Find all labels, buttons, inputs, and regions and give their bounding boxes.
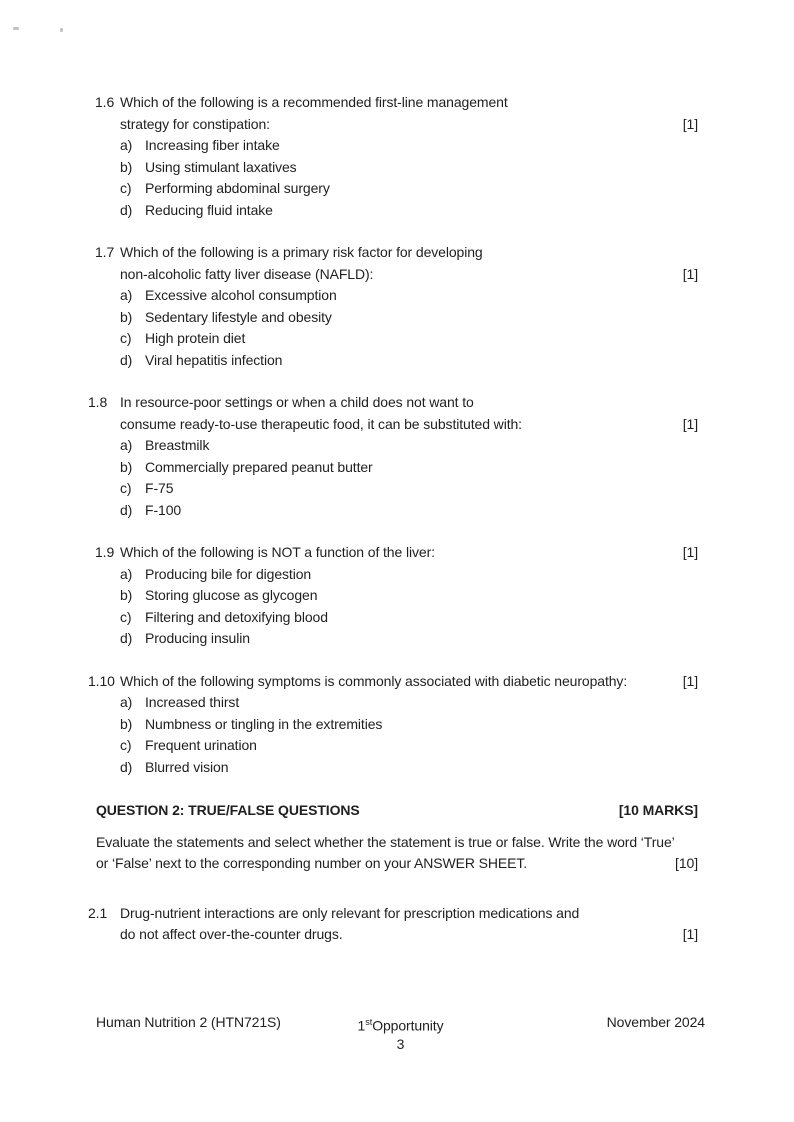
question-1-10 [88,671,698,779]
section-heading-row [96,800,698,822]
option-b [120,457,698,479]
footer-opportunity-number: 1 [357,1017,366,1034]
question-text: strategy for constipation: [120,115,270,132]
question-line [120,924,698,946]
option-letter: b) [120,715,133,732]
option-text: Excessive alcohol consumption [145,287,337,303]
option-letter: d) [120,201,133,218]
section-instructions [96,832,698,875]
question-line [88,903,698,925]
option-letter: c) [120,330,132,346]
option-text: Storing glucose as glycogen [145,587,318,603]
option-a [120,435,698,457]
question-2-section [88,800,698,946]
question-line [88,542,698,564]
question-text: Which of the following symptoms is commonly associated with diabetic neuropathy: [120,672,628,689]
option-c [120,478,698,500]
option-letter: b) [120,458,133,475]
section-heading: QUESTION 2: TRUE/FALSE QUESTIONS [96,802,360,818]
option-c [120,735,698,757]
option-b [120,307,698,329]
option-letter: d) [120,758,133,775]
option-letter: c) [120,608,132,625]
footer-date: November 2024 [606,1014,705,1030]
option-letter: a) [120,437,133,453]
option-b [120,157,698,179]
page-number: 3 [396,1035,405,1052]
question-1-7 [88,242,698,371]
question-text: Which of the following is NOT a function of the liver: [120,544,435,560]
option-c [120,607,698,629]
footer-opportunity-word: Opportunity [372,1017,444,1034]
option-text: Filtering and detoxifying blood [145,608,328,625]
question-text: Which of the following is a recommended first-line management [120,94,508,110]
marks-label: [1] [682,415,698,432]
option-text: Increased thirst [145,694,240,710]
option-letter: d) [120,630,133,646]
option-text: Commercially prepared peanut butter [145,458,373,475]
question-number: 1.8 [88,394,108,410]
option-letter: b) [120,587,133,603]
options-list [120,135,698,221]
option-text: Frequent urination [145,737,257,753]
question-line [88,671,698,693]
option-letter: c) [120,737,132,753]
option-text: Performing abdominal surgery [145,180,330,196]
option-a [120,692,698,714]
option-text: Producing bile for digestion [145,565,312,582]
option-text: Sedentary lifestyle and obesity [145,308,332,325]
question-2-1 [88,903,698,946]
option-a [120,135,698,157]
option-letter: a) [120,137,133,153]
option-text: Numbness or tingling in the extremities [145,715,383,732]
instruction-text: Evaluate the statements and select whether the statement is true or false. Write the word ‘True’ [96,833,675,850]
option-letter: a) [120,287,133,303]
option-text: High protein diet [145,330,246,346]
option-text: Viral hepatitis infection [145,351,283,368]
question-line [120,264,698,286]
question-text: Which of the following is a primary risk factor for developing [120,244,483,260]
question-1-8 [88,392,698,521]
question-1-9 [88,542,698,650]
instruction-line [96,853,698,875]
option-letter: d) [120,501,133,518]
question-line [88,92,698,114]
marks-label: [1] [682,672,698,689]
question-number: 2.1 [88,904,108,921]
question-line [88,242,698,264]
instruction-line [96,832,698,854]
option-d [120,200,698,222]
question-text: consume ready-to-use therapeutic food, it can be substituted with: [120,415,522,432]
page-content [88,92,698,946]
option-letter: a) [120,694,133,710]
option-c [120,178,698,200]
option-c [120,328,698,350]
question-1-6 [88,92,698,221]
option-letter: b) [120,158,133,175]
marks-label: [1] [682,265,698,282]
option-letter: b) [120,308,133,325]
question-number: 1.10 [88,672,115,689]
option-text: Using stimulant laxatives [145,158,297,175]
option-letter: d) [120,351,133,368]
footer-row [96,1012,705,1034]
question-line [88,392,698,414]
option-text: Reducing fluid intake [145,201,273,218]
question-text: Drug-nutrient interactions are only relevant for prescription medications and [120,904,580,921]
scan-artifact [60,28,63,32]
option-d [120,757,698,779]
page-footer [96,1012,705,1055]
question-line [120,414,698,436]
option-text: Breastmilk [145,437,210,453]
option-text: F-75 [145,480,174,496]
option-b [120,585,698,607]
option-letter: a) [120,565,133,582]
option-letter: c) [120,480,132,496]
option-text: Increasing fiber intake [145,137,280,153]
question-number: 1.6 [95,94,115,110]
marks-label: [1] [682,544,698,560]
option-d [120,628,698,650]
option-d [120,350,698,372]
option-text: Producing insulin [145,630,250,646]
options-list [120,564,698,650]
footer-opportunity-ordinal: st [365,1017,373,1027]
marks-label: [1] [682,115,698,132]
option-text: F-100 [145,501,182,518]
instruction-text: or ‘False’ next to the corresponding number on your ANSWER SHEET. [96,855,528,871]
option-letter: c) [120,180,132,196]
question-text: do not affect over-the-counter drugs. [120,926,343,942]
marks-label: [1] [682,926,698,942]
footer-opportunity [358,1012,444,1037]
options-list [120,435,698,521]
section-marks-label: [10 MARKS] [618,802,698,818]
question-number: 1.9 [95,544,115,560]
question-text: non-alcoholic fatty liver disease (NAFLD): [120,265,374,282]
option-text: Blurred vision [145,758,229,775]
options-list [120,692,698,778]
options-list [120,285,698,371]
option-d [120,500,698,522]
option-a [120,285,698,307]
option-a [120,564,698,586]
question-text: In resource-poor settings or when a child does not want to [120,394,474,410]
marks-label: [10] [675,855,698,871]
option-b [120,714,698,736]
footer-course-code: Human Nutrition 2 (HTN721S) [96,1014,281,1030]
scan-artifact [13,27,19,30]
question-number: 1.7 [95,244,115,260]
question-line [120,114,698,136]
